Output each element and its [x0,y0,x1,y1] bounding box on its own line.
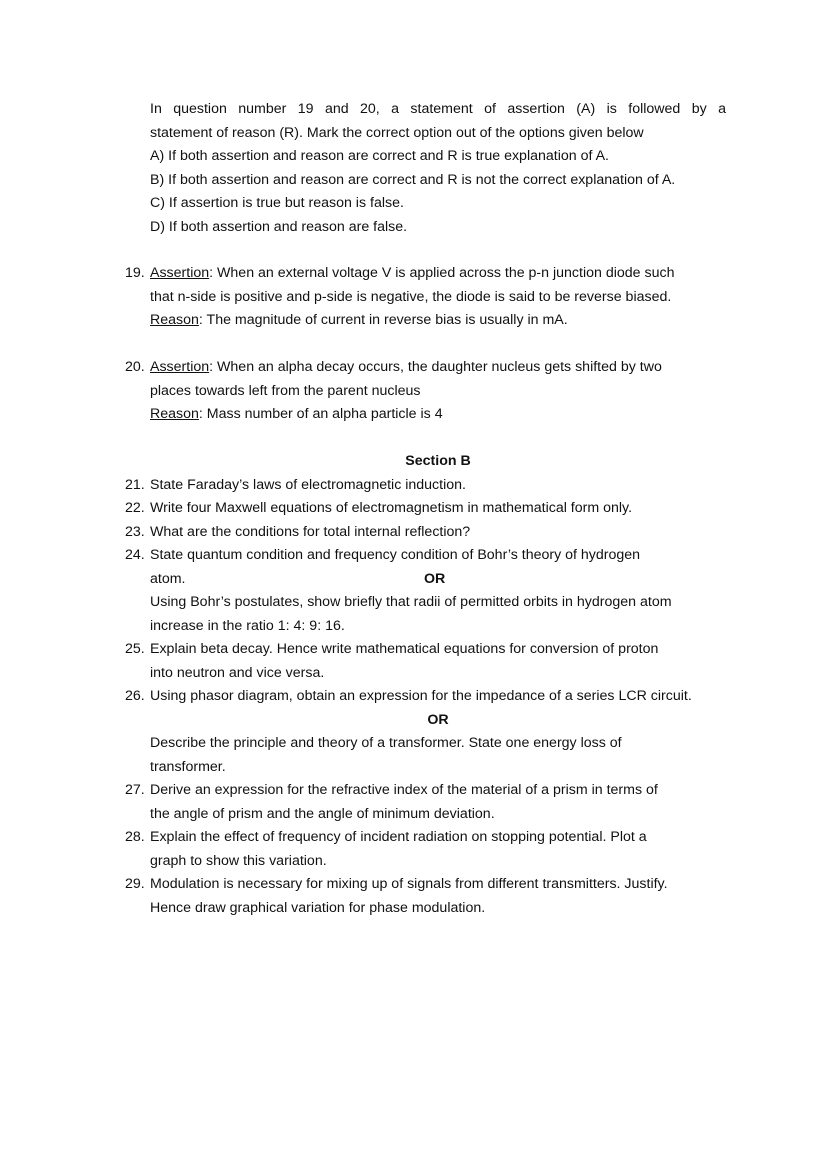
question-number-28: 28. [125,829,145,845]
q27-line-1: Derive an expression for the refractive index of the material of a prism in terms of [150,782,658,798]
q24-line-2: atom. [150,570,186,587]
q20-reason-text: : Mass number of an alpha particle is 4 [198,406,443,422]
option-d: D) If both assertion and reason are false. [150,218,408,235]
q26-line-3: transformer. [150,758,226,775]
q20-reason-line [150,403,726,427]
question-number-25: 25. [125,641,145,657]
question-number-27: 27. [125,782,145,798]
q29-line-1: Modulation is necessary for mixing up of signals from different transmitters. Justify. [150,876,668,892]
q19-reason-line [150,309,726,333]
question-number-23: 23. [125,523,145,540]
question-number-26: 26. [125,688,145,704]
q25-line-1: Explain beta decay. Hence write mathematical equations for conversion of proton [150,641,659,657]
q24-line-1: State quantum condition and frequency condition of Bohr’s theory of hydrogen [150,547,641,563]
question-number-21: 21. [125,476,145,493]
section-b-title: Section B [405,453,471,469]
option-b: B) If both assertion and reason are correct and R is not the correct explanation of A. [150,171,676,188]
question-number-29: 29. [125,876,145,892]
question-number-24: 24. [125,547,145,563]
q19-assertion-text-1: : When an external voltage V is applied across the p-n junction diode such [209,265,675,281]
q26-line-1: Using phasor diagram, obtain an expression for the impedance of a series LCR circuit. [150,688,692,704]
q19-assertion-line-2: that n-side is positive and p-side is negative, the diode is said to be reverse biased. [150,288,672,305]
q19-assertion-label: Assertion [150,265,210,281]
option-a: A) If both assertion and reason are correct and R is true explanation of A. [150,148,609,164]
q22-text: Write four Maxwell equations of electromagnetism in mathematical form only. [150,500,633,516]
q26-line-2: Describe the principle and theory of a transformer. State one energy loss of [150,735,622,751]
q28-line-2: graph to show this variation. [150,852,327,869]
q29-line-2: Hence draw graphical variation for phase modulation. [150,899,486,916]
q21-text: State Faraday’s laws of electromagnetic induction. [150,476,466,493]
q19-reason-label: Reason [150,312,199,328]
q24-line-4: increase in the ratio 1: 4: 9: 16. [150,617,345,634]
q20-assertion-label: Assertion [150,359,210,375]
q24-or: OR [424,570,446,587]
q20-assertion-line-1 [150,356,726,380]
q27-line-2: the angle of prism and the angle of minimum deviation. [150,805,495,822]
intro-line-2: statement of reason (R). Mark the correct option out of the options given below [150,124,644,141]
option-c: C) If assertion is true but reason is false. [150,195,404,211]
q25-line-2: into neutron and vice versa. [150,664,325,681]
q20-reason-label: Reason [150,406,199,422]
intro-line-1: In question number 19 and 20, a statement of assertion (A) is followed by a [150,101,726,117]
q19-reason-text: : The magnitude of current in reverse bias is usually in mA. [198,312,568,328]
question-number-20: 20. [125,359,145,375]
question-number-19: 19. [125,265,145,281]
q28-line-1: Explain the effect of frequency of incident radiation on stopping potential. Plot a [150,829,647,845]
q24-line-3: Using Bohr’s postulates, show briefly that radii of permitted orbits in hydrogen atom [150,594,672,610]
q23-text: What are the conditions for total internal reflection? [150,523,471,540]
q20-assertion-text-1: : When an alpha decay occurs, the daughter nucleus gets shifted by two [209,359,662,375]
q19-assertion-line-1 [150,262,726,286]
q20-assertion-line-2: places towards left from the parent nucleus [150,382,421,399]
q26-or: OR [427,711,449,728]
question-number-22: 22. [125,500,145,516]
